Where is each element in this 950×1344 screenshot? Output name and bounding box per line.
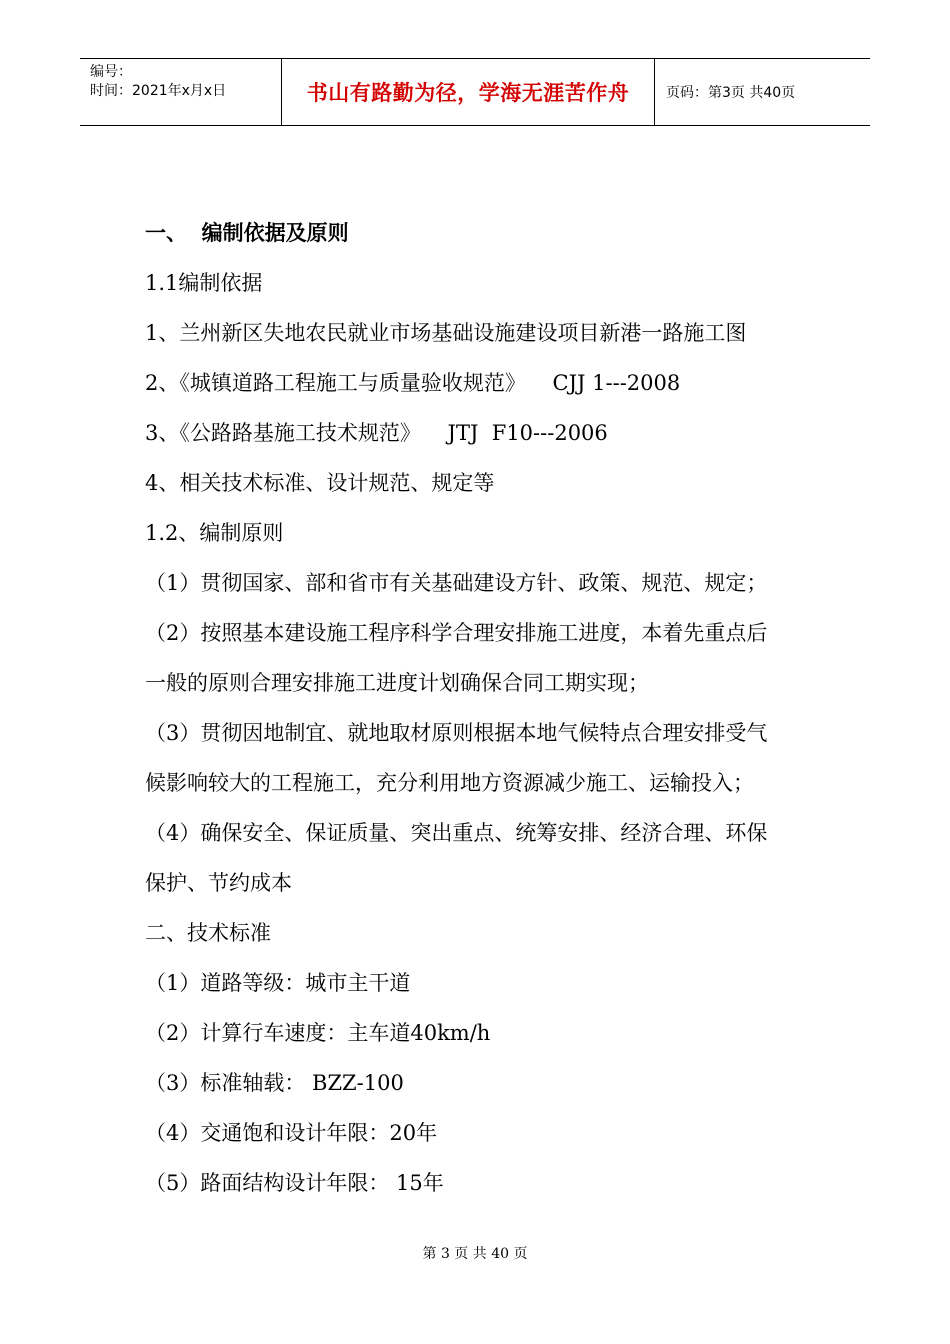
paragraph-line: （3）标准轴载： BZZ-100 [145,1071,404,1095]
paragraph-line: （1）贯彻国家、部和省市有关基础建设方针、政策、规范、规定； [145,571,768,595]
subsection-heading: 1.2、编制原则 [145,521,284,545]
subsection-heading: 1.1编制依据 [145,271,263,295]
paragraph-line: （2）按照基本建设施工程序科学合理安排施工进度，本着先重点后 [145,621,768,645]
paragraph-line: （2）计算行车速度：主车道40km/h [145,1021,491,1045]
paragraph-line: （1）道路等级：城市主干道 [145,971,411,995]
paragraph-line: 1、兰州新区失地农民就业市场基础设施建设项目新港一路施工图 [145,321,747,345]
number-label: 编号： [90,64,132,80]
paragraph-line: （4）交通饱和设计年限：20年 [145,1121,438,1145]
paragraph-line: 候影响较大的工程施工，充分利用地方资源减少施工、运输投入； [145,771,754,795]
paragraph-line: （5）路面结构设计年限： 15年 [145,1171,444,1195]
paragraph-line: 2、《城镇道路工程施工与质量验收规范》 CJJ 1---2008 [145,371,681,395]
section-heading: 二、技术标准 [145,921,271,945]
page-header [80,58,870,126]
page-footer: 第 3 页 共 40 页 [422,1246,528,1262]
paragraph-line: （3）贯彻因地制宜、就地取材原则根据本地气候特点合理安排受气 [145,721,768,745]
header-page-info: 页码：第3页 共40页 [666,85,796,101]
document-body [145,208,825,1208]
paragraph-line: 3、《公路路基施工技术规范》 JTJ F10---2006 [145,421,608,445]
section-heading: 一、 编制依据及原则 [145,221,349,245]
paragraph-line: 一般的原则合理安排施工进度计划确保合同工期实现； [145,671,649,695]
header-meta [90,63,226,101]
paragraph-line: 保护、节约成本 [145,871,292,895]
time-label: 时间：2021年x月x日 [90,83,227,99]
paragraph-line: （4）确保安全、保证质量、突出重点、统筹安排、经济合理、环保 [145,821,768,845]
paragraph-line: 4、相关技术标准、设计规范、规定等 [145,471,495,495]
header-motto: 书山有路勤为径，学海无涯苦作舟 [306,81,630,105]
header-divider [654,59,655,125]
